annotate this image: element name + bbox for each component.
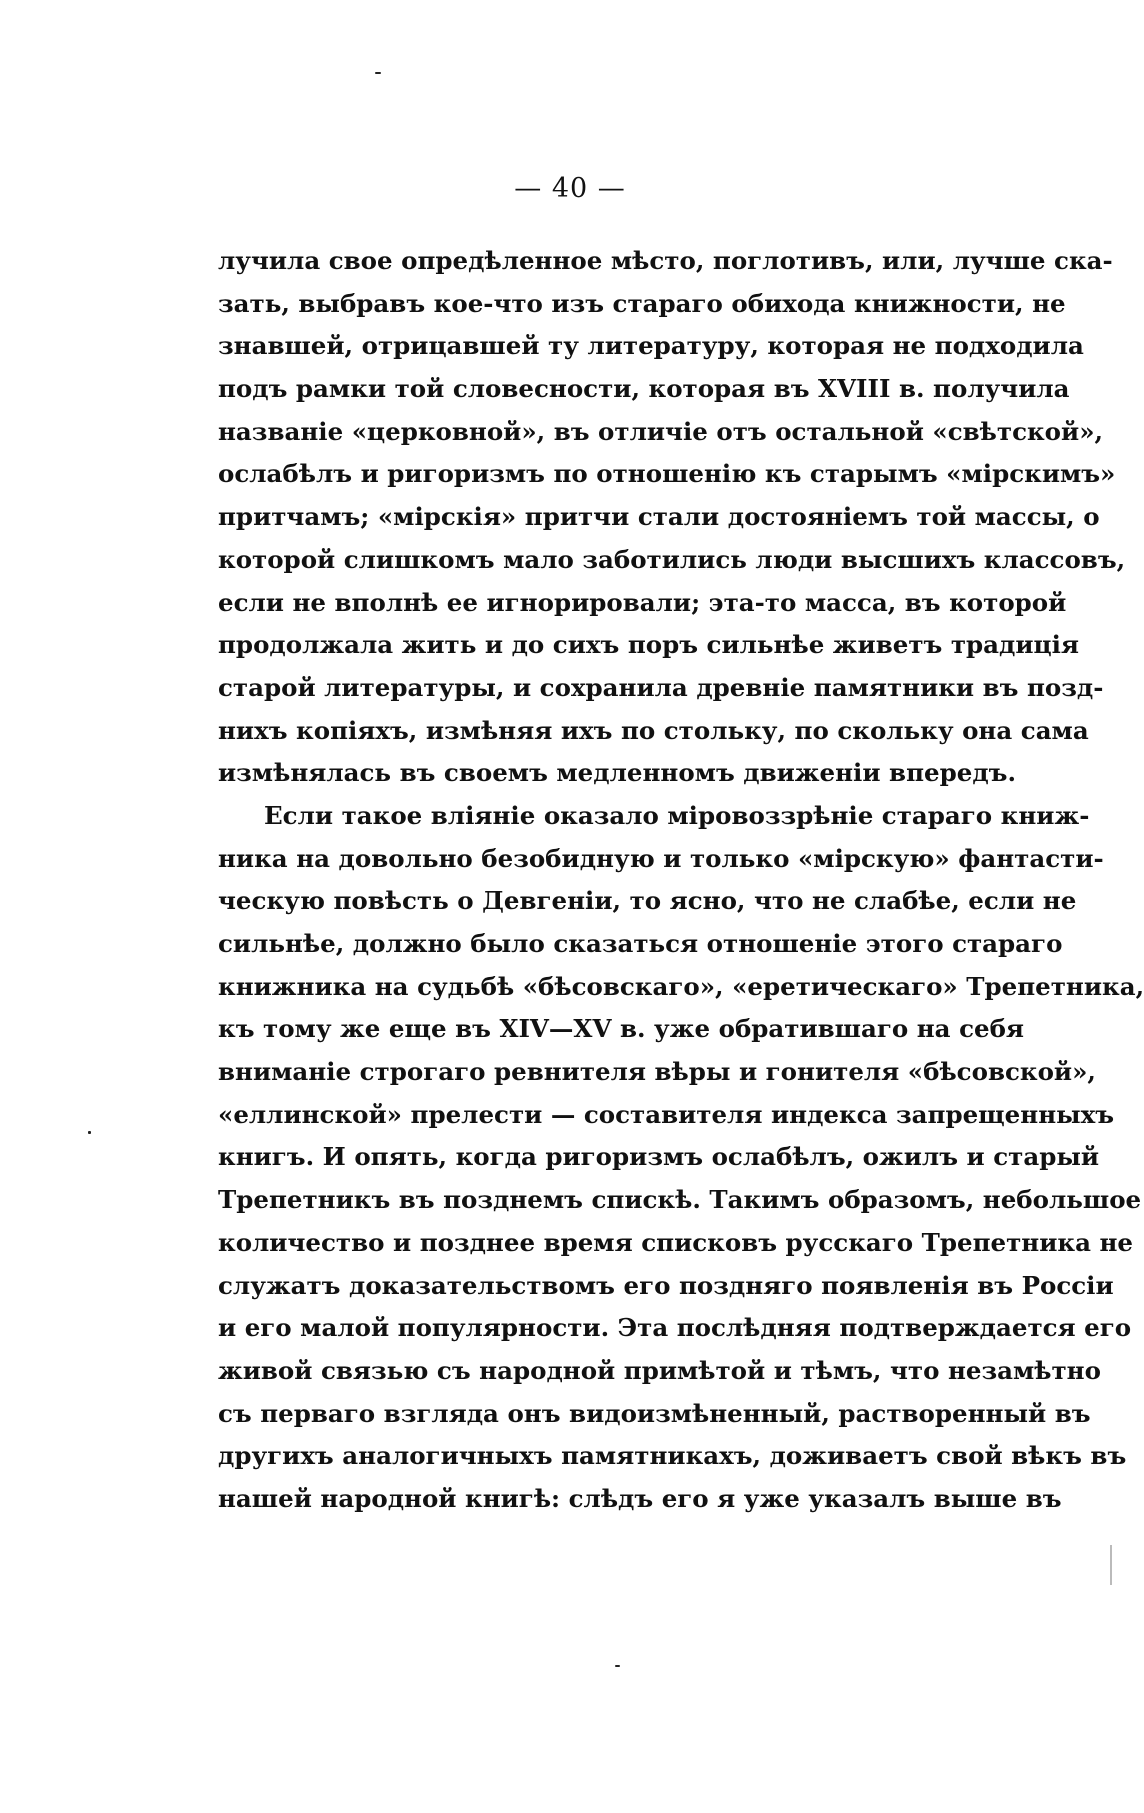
text-line: къ тому же еще въ XIV—XV в. уже обратившаго на себя <box>218 1014 1025 1044</box>
text-line: зать, выбравъ кое-что изъ стараго обихода книжности, не <box>218 288 1066 318</box>
text-line: продолжала жить и до сихъ поръ сильнѣе живетъ традиція <box>218 630 1080 660</box>
text-line: и его малой популярности. Эта послѣдняя подтверждается его <box>218 1313 1132 1343</box>
text-line: вниманіе строгаго ревнителя вѣры и гонителя «бѣсовской», <box>218 1057 1096 1087</box>
text-line: книгъ. И опять, когда ригоризмъ ослабѣлъ, ожилъ и старый <box>218 1142 1100 1172</box>
text-line: количество и позднее время списковъ русскаго Трепетника не <box>218 1227 1134 1257</box>
text-line: ческую повѣсть о Девгеніи, то ясно, что не слабѣе, если не <box>218 886 1077 916</box>
text-line: ослабѣлъ и ригоризмъ по отношенію къ старымъ «мірскимъ» <box>218 459 1116 489</box>
text-line: Трепетникъ въ позднемъ спискѣ. Такимъ образомъ, небольшое <box>218 1185 1142 1215</box>
text-line: сильнѣе, должно было сказаться отношеніе этого стараго <box>218 929 1063 958</box>
scan-speck <box>88 1131 91 1134</box>
text-line: притчамъ; «мірскія» притчи стали достояніемъ той массы, о <box>218 502 1100 532</box>
text-line: съ перваго взгляда онъ видоизмѣненный, растворенный въ <box>218 1398 1091 1428</box>
page-number: — 40 — <box>514 173 626 204</box>
paragraph-2 <box>218 795 1144 1521</box>
text-line: служатъ доказательствомъ его поздняго появленія въ Россіи <box>218 1270 1114 1300</box>
text-line: лучила свое опредѣленное мѣсто, поглотивъ, или, лучше ска- <box>218 246 1113 275</box>
scan-speck <box>615 1665 620 1667</box>
scan-speck <box>375 72 381 74</box>
text-line: другихъ аналогичныхъ памятникахъ, доживаетъ свой вѣкъ въ <box>218 1441 1127 1471</box>
text-line: нашей народной книгѣ: слѣдъ его я уже указалъ выше въ <box>218 1483 1062 1513</box>
text-line: старой литературы, и сохранила древніе памятники въ позд- <box>218 672 1104 702</box>
body-text <box>218 240 1144 1521</box>
text-line: нихъ копіяхъ, измѣняя ихъ по стольку, по скольку она сама <box>218 715 1089 745</box>
text-line: Если такое вліяніе оказало міровоззрѣніе стараго книж- <box>264 800 1090 830</box>
text-line: измѣнялась въ своемъ медленномъ движеніи впередъ. <box>218 758 1016 788</box>
text-line: если не вполнѣ ее игнорировали; эта-то масса, въ которой <box>218 587 1067 617</box>
text-line: подъ рамки той словесности, которая въ XVIII в. получила <box>218 374 1070 404</box>
text-line: книжника на судьбѣ «бѣсовскаго», «еретическаго» Трепетника, <box>218 971 1144 1001</box>
text-line: которой слишкомъ мало заботились люди высшихъ классовъ, <box>218 544 1126 574</box>
text-line: ника на довольно безобидную и только «мірскую» фантасти- <box>218 843 1104 873</box>
text-line: названіе «церковной», въ отличіе отъ остальной «свѣтской», <box>218 416 1104 446</box>
text-line: знавшей, отрицавшей ту литературу, которая не подходила <box>218 331 1084 361</box>
text-line: живой связью съ народной примѣтой и тѣмъ, что незамѣтно <box>218 1355 1101 1385</box>
paragraph-1 <box>218 240 1126 795</box>
scan-edge-mark <box>1110 1545 1112 1585</box>
text-line: «еллинской» прелести — составителя индекса запрещенныхъ <box>218 1099 1115 1129</box>
